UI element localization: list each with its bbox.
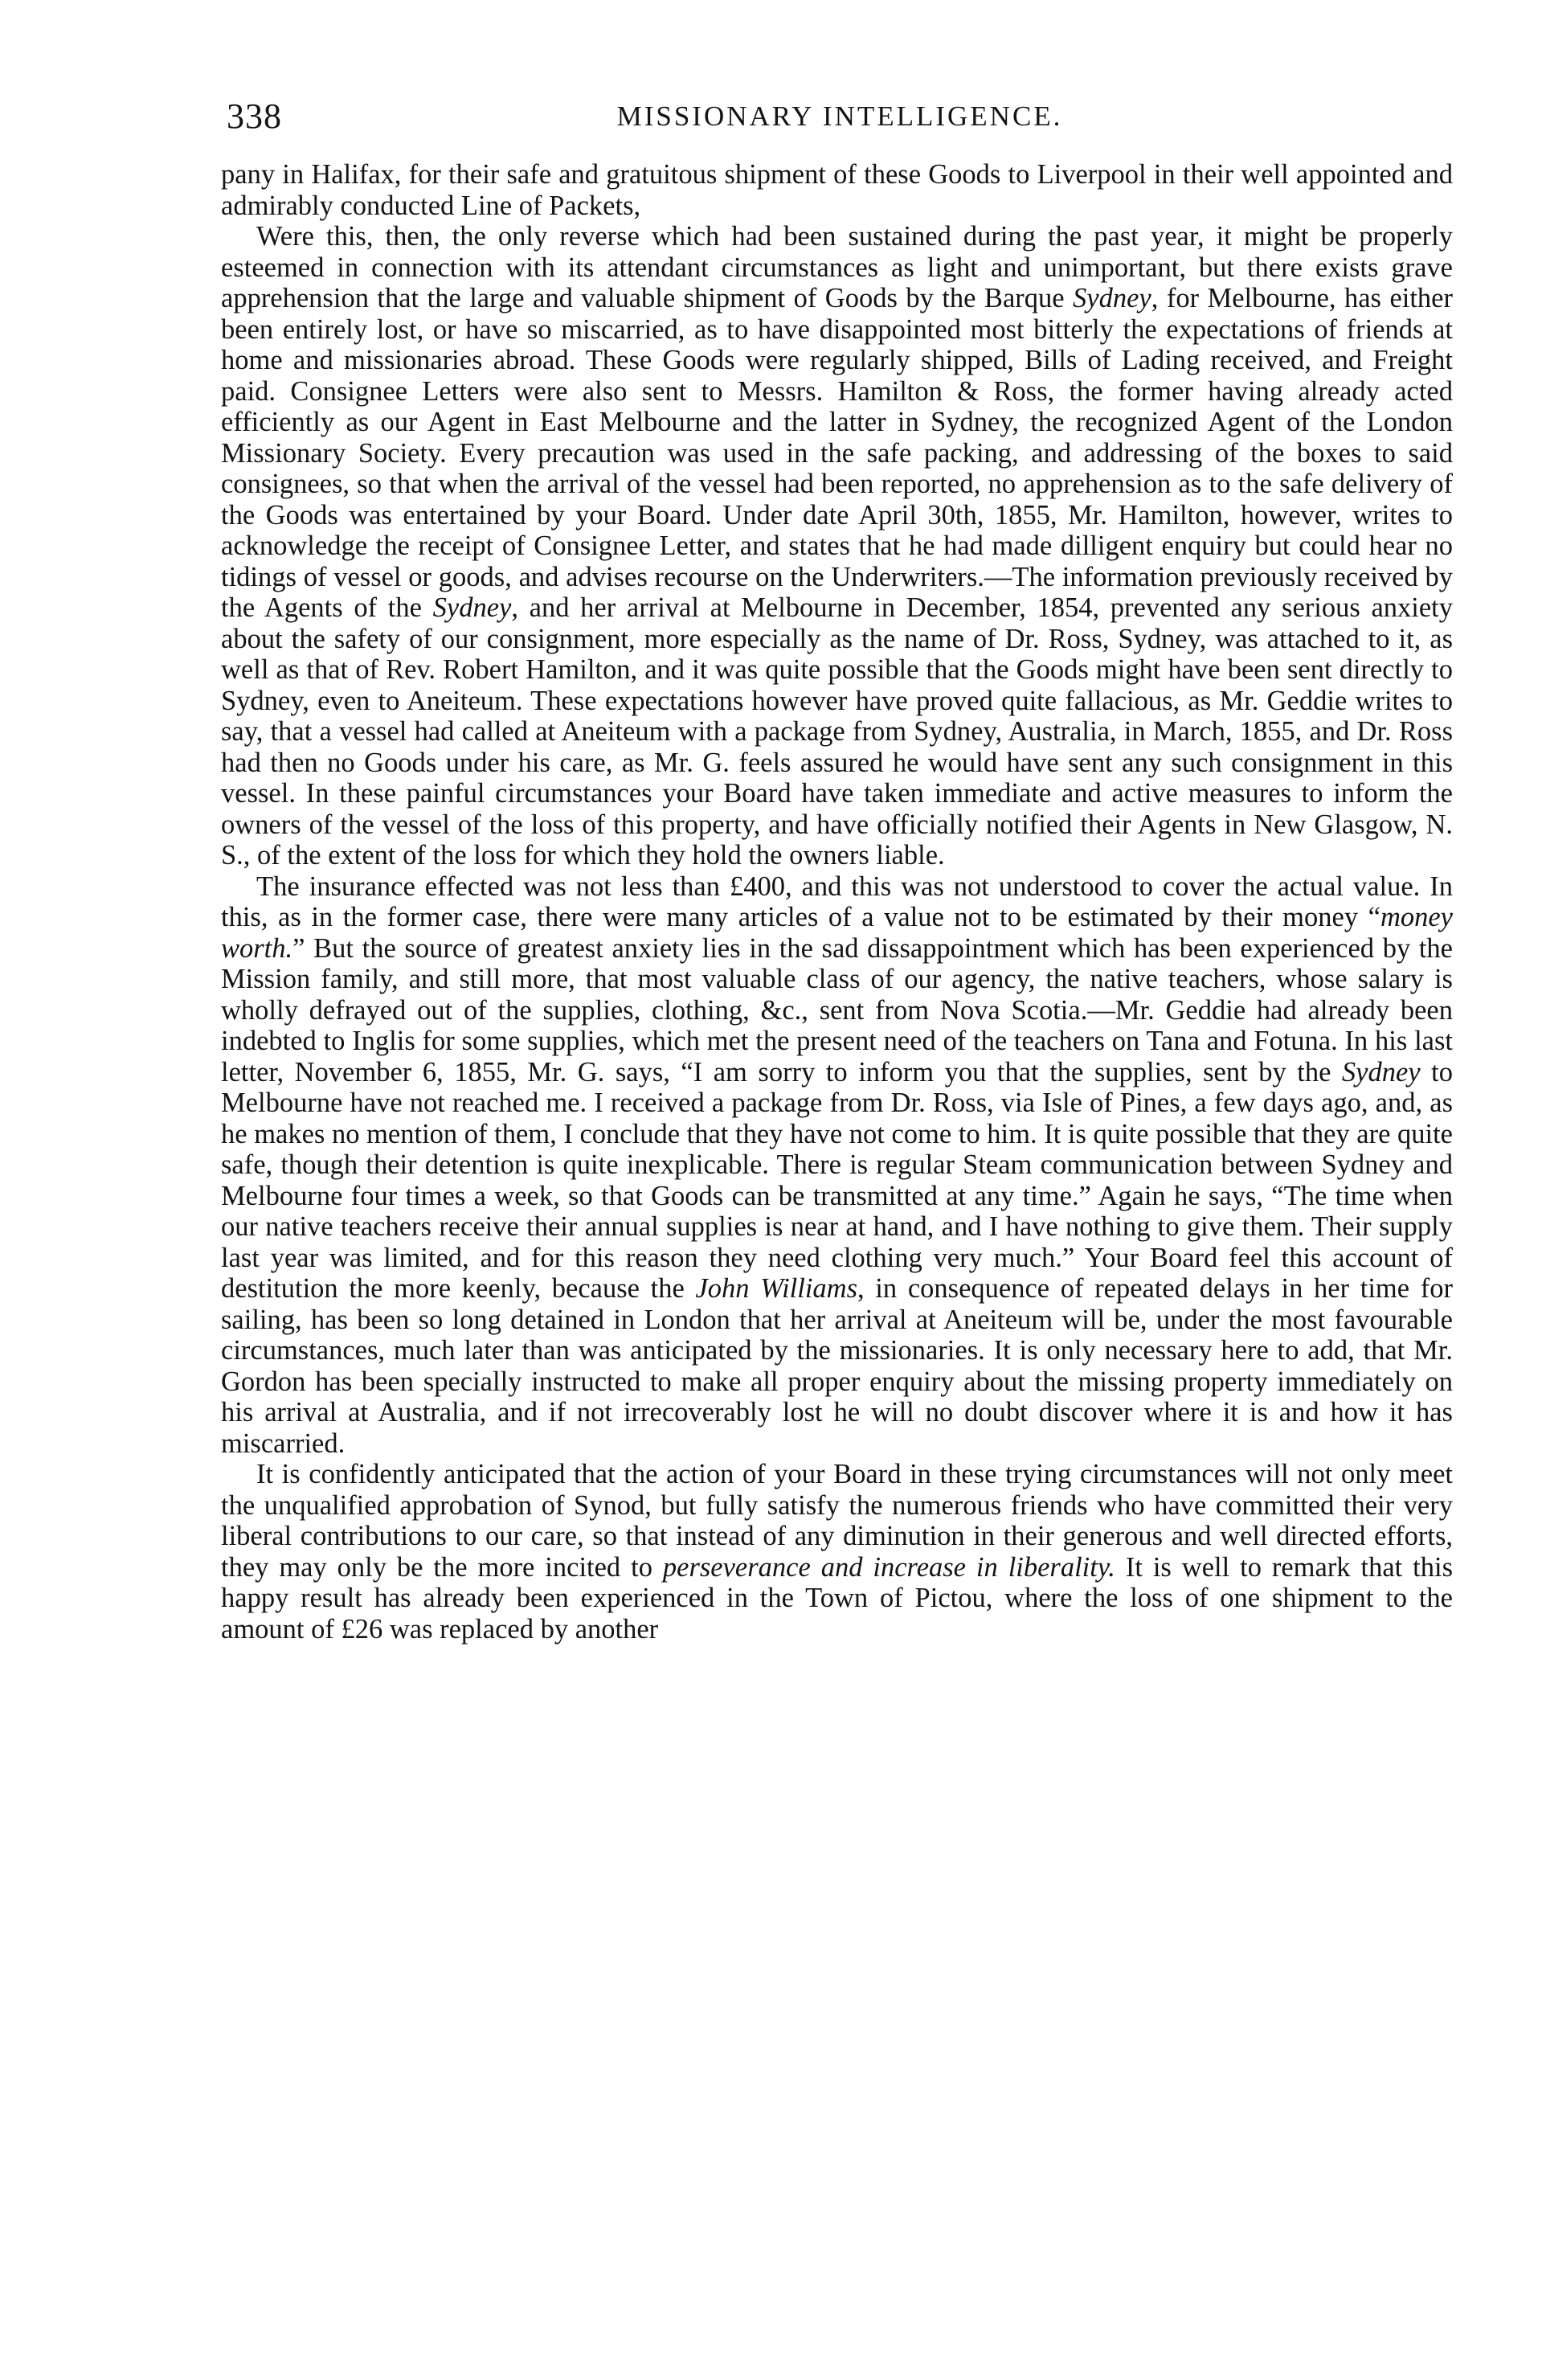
text-run: , in consequence of repeated delays in her time for sailing, has been so long detained in London that her arrival at Aneiteum will be, under the most favourable circumstances, much later than was anticipated by the missionaries. It is only necessary here to add, that Mr. Gordon has been specially instructed to make all proper enquiry about the missing property immediately on his arrival at Australia, and if not irrecoverably lost he will no doubt discover where it is and how it has miscarried. bbox=[221, 1273, 1453, 1459]
running-head: MISSIONARY INTELLIGENCE. bbox=[616, 100, 1063, 132]
text-run: It is well to remark that this happy result has already been experienced in the Town of Pictou, where the loss of one shipment to the amount of £26 was replaced by another bbox=[221, 1551, 1453, 1645]
text-run: Were this, then, the only reverse which had been sustained during the past year, it might be properly esteemed in connection with its attendant circumstances as light and unimportant, but there exists grave apprehension that the large and valuable shipment of Goods by the Barque bbox=[221, 221, 1453, 313]
page-number: 338 bbox=[227, 96, 282, 136]
ship-name: Sydney bbox=[1073, 283, 1151, 313]
emphasis: perseverance and increase in liberality. bbox=[662, 1551, 1115, 1583]
text-run: ” But the source of greatest anxiety lies in the sad dissappointment which has been experienced by the Mission family, and still more, that most valuable class of our agency, the native teachers, whose salary is wholly defrayed out of the supplies, clothing, &c., sent from Nova Scotia.—Mr. Geddie had already been indebted to Inglis for some supplies, which met the present need of the teachers on Tana and Fotuna. In his last letter, November 6, 1855, Mr. G. says, “I am sorry to inform you that the supplies, sent by the bbox=[221, 932, 1453, 1088]
ship-name: Sydney bbox=[1341, 1056, 1421, 1088]
ship-name: Sydney bbox=[432, 592, 512, 623]
emphasis: money worth. bbox=[221, 902, 1453, 964]
paragraph-continuation bbox=[221, 159, 1453, 221]
text-run: , for Melbourne, has either been entirely lost, or have so miscarried, as to have disappointed most bitterly the expectations of friends at home and missionaries abroad. These Goods were regularly shipped, Bills of Lading received, and Freight paid. Consignee Letters were also sent to Messrs. Hamilton & Ross, the former having already acted efficiently as our Agent in East Melbourne and the latter in Sydney, the recognized Agent of the London Missionary Society. Every precaution was used in the safe packing, and addressing of the boxes to said consignees, so that when the arrival of the vessel had been reported, no apprehension as to the safe delivery of the Goods was entertained by your Board. Under date April 30th, 1855, Mr. Hamilton, however, writes to acknowledge the receipt of Consignee Letter, and states that he had made dilligent enquiry but could hear no tidings of vessel or goods, and advises recourse on the Underwriters.—The information previously received by the Agents of the bbox=[221, 283, 1453, 623]
text-run: It is confidently anticipated that the action of your Board in these trying circumstances will not only meet the unqualified approbation of Synod, but fully satisfy the numerous friends who have committed their very liberal contributions to our care, so that instead of any diminution in their generous and well directed efforts, they may only be the more incited to bbox=[221, 1459, 1453, 1583]
text-run: pany in Halifax, for their safe and gratuitous shipment of these Goods to Liverpool in their well appointed and admirably conducted Line of Packets, bbox=[221, 159, 1453, 221]
text-run: The insurance effected was not less than £400, and this was not understood to cover the actual value. In this, as in the former case, there were many articles of a value not to be estimated by their money “ bbox=[221, 870, 1453, 932]
paragraph-insurance bbox=[221, 871, 1453, 1460]
ship-name: John Williams bbox=[695, 1273, 857, 1304]
paragraph-anticipation bbox=[221, 1459, 1453, 1645]
text-run: to Melbourne have not reached me. I received a package from Dr. Ross, via Isle of Pines, a few days ago, and, as he makes no mention of them, I conclude that they have not come to him. It is quite possible that they are quite safe, though their detention is quite inexplicable. There is regular Steam communication between Sydney and Melbourne four times a week, so that Goods can be transmitted at any time.” Again he says, “The time when our native teachers receive their annual supplies is near at hand, and I have nothing to give them. Their supply last year was limited, and for this reason they need clothing very much.” Your Board feel this account of destitution the more keenly, because the bbox=[221, 1056, 1453, 1304]
page-header bbox=[227, 92, 1453, 149]
body-text bbox=[221, 159, 1453, 1645]
paragraph-sydney-loss bbox=[221, 221, 1453, 871]
text-run: , and her arrival at Melbourne in December, 1854, prevented any serious anxiety about the safety of our consignment, more especially as the name of Dr. Ross, Sydney, was attached to it, as well as that of Rev. Robert Hamilton, and it was quite possible that the Goods might have been sent directly to Sydney, even to Aneiteum. These expectations however have proved quite fallacious, as Mr. Geddie writes to say, that a vessel had called at Aneiteum with a package from Sydney, Australia, in March, 1855, and Dr. Ross had then no Goods under his care, as Mr. G. feels assured he would have sent any such consignment in this vessel. In these painful circumstances your Board have taken immediate and active measures to inform the owners of the vessel of the loss of this property, and have officially notified their Agents in New Glasgow, N. S., of the extent of the loss for which they hold the owners liable. bbox=[221, 592, 1453, 870]
